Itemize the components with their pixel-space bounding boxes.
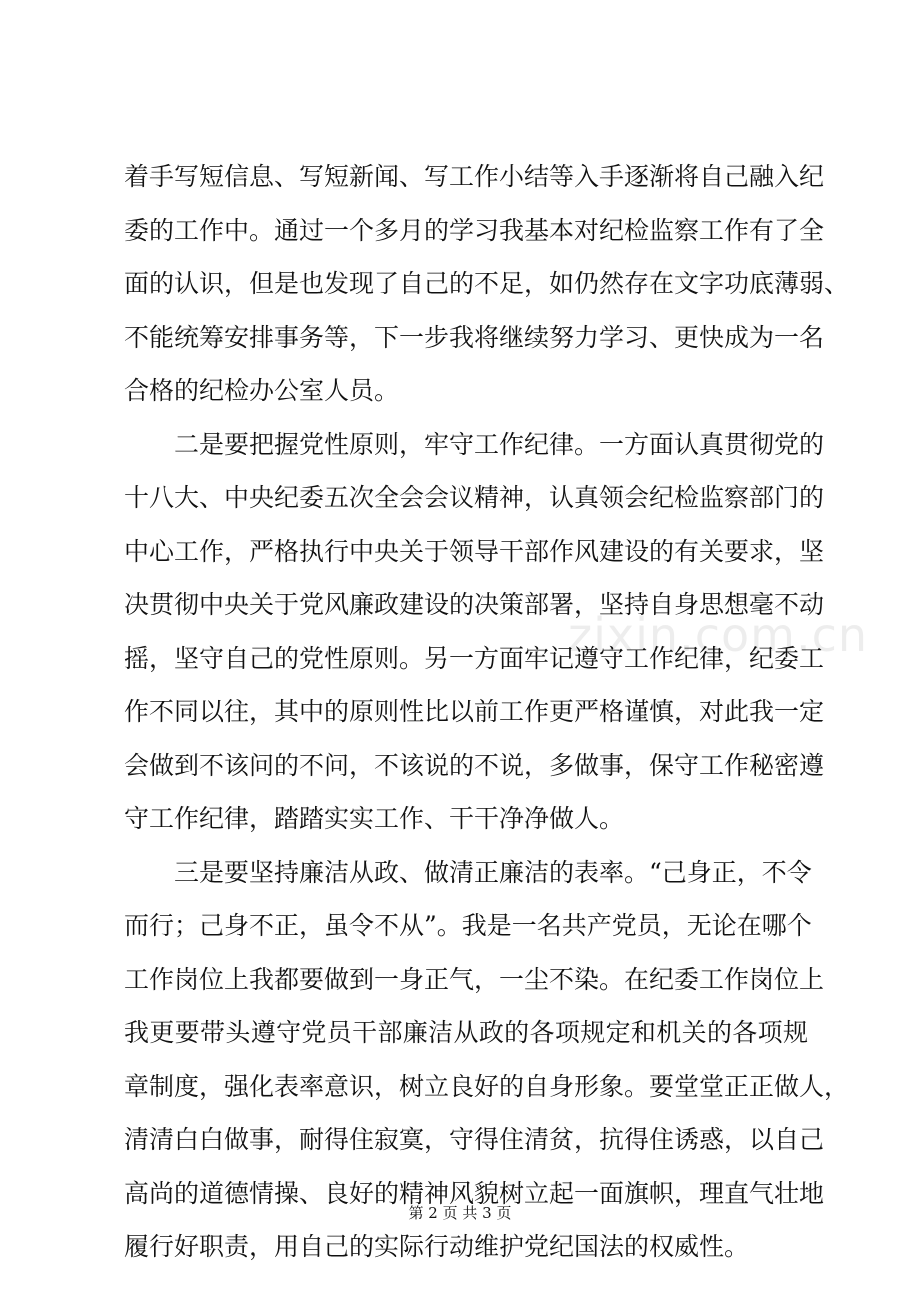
text-line: 守工作纪律，踏踏实实工作、干干净净做人。 (124, 804, 625, 833)
text-line: 着手写短信息、写短新闻、写工作小结等入手逐渐将自己融入纪 (124, 162, 825, 191)
text-line: 清清白白做事，耐得住寂寞，守得住清贫，抗得住诱惑，以自己 (124, 1125, 825, 1154)
text-line: 不能统筹安排事务等，下一步我将继续努力学习、更快成为一名 (124, 322, 825, 352)
text-line: 履行好职责，用自己的实际行动维护党纪国法的权威性。 (124, 1232, 750, 1261)
page-number-footer: 第 2 页 共 3 页 (408, 1204, 512, 1222)
text-line: 高尚的道德情操、良好的精神风貌树立起一面旗帜，理直气壮地 (124, 1178, 825, 1208)
text-line: 会做到不该问的不问，不该说的不说，多做事，保守工作秘密遵 (124, 750, 825, 780)
text-line: 十八大、中央纪委五次全会会议精神，认真领会纪检监察部门的 (124, 483, 825, 512)
watermark: zixin.com.cn (568, 608, 869, 662)
text-line: 我更要带头遵守党员干部廉洁从政的各项规定和机关的各项规 (124, 1018, 808, 1047)
text-line: 作不同以往，其中的原则性比以前工作更严格谨慎，对此我一定 (124, 697, 825, 726)
text-line: 决贯彻中央关于党风廉政建设的决策部署，坚持自身思想毫不动 (124, 590, 825, 619)
text-line: 摇，坚守自己的党性原则。另一方面牢记遵守工作纪律，纪委工 (124, 643, 825, 673)
text-line: 而行；己身不正，虽令不从”。我是一名共产党员，无论在哪个 (124, 911, 812, 940)
text-line: 中心工作，严格执行中央关于领导干部作风建设的有关要求，坚 (124, 536, 825, 566)
text-line: 工作岗位上我都要做到一身正气，一尘不染。在纪委工作岗位上 (124, 964, 825, 994)
text-line: 章制度，强化表率意识，树立良好的自身形象。要堂堂正正做人， (124, 1071, 850, 1101)
text-line: 委的工作中。通过一个多月的学习我基本对纪检监察工作有了全 (124, 215, 825, 245)
document-body (124, 150, 850, 1274)
paragraph-first-line: 二是要把握党性原则，牢守工作纪律。一方面认真贯彻党的 (174, 429, 825, 459)
paragraph-first-line: 三是要坚持廉洁从政、做清正廉洁的表率。“己身正，不令 (174, 857, 812, 887)
text-line: 合格的纪检办公室人员。 (124, 376, 400, 405)
text-line: 面的认识，但是也发现了自己的不足，如仍然存在文字功底薄弱、 (124, 269, 850, 298)
